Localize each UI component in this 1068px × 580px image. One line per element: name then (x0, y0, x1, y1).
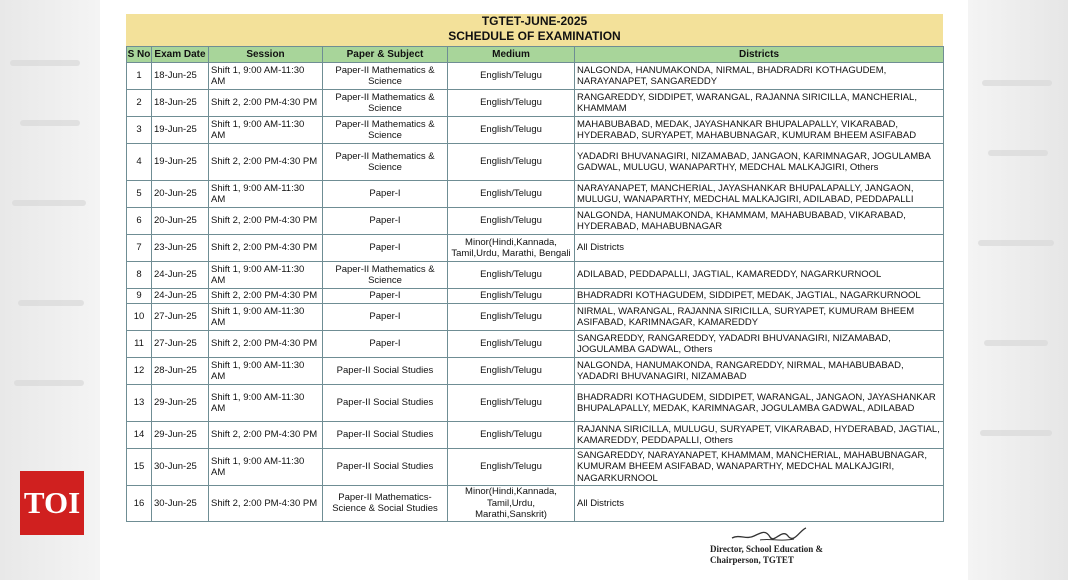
title-banner (126, 14, 943, 46)
schedule-table (126, 46, 944, 522)
cell-districts: YADADRI BHUVANAGIRI, NIZAMABAD, JANGAON, KARIMNAGAR, JOGULAMBA GADWAL, MULUGU, WANAPARTHY, MEDCHAL MALKAJGIRI, Others (575, 144, 944, 181)
cell-paper-subject: Paper-II Mathematics & Science (323, 144, 448, 181)
blur-line (978, 240, 1054, 246)
cell-session: Shift 1, 9:00 AM-11:30 AM (209, 117, 323, 144)
blur-line (18, 300, 84, 306)
cell-medium: English/Telugu (448, 117, 575, 144)
table-row (127, 235, 944, 262)
cell-session: Shift 1, 9:00 AM-11:30 AM (209, 262, 323, 289)
header-sno: S No (127, 47, 152, 63)
table-row (127, 289, 944, 304)
cell-session: Shift 1, 9:00 AM-11:30 AM (209, 385, 323, 422)
cell-exam-date: 30-Jun-25 (152, 486, 209, 522)
header-districts: Districts (575, 47, 944, 63)
cell-districts: NALGONDA, HANUMAKONDA, NIRMAL, BHADRADRI KOTHAGUDEM, NARAYANAPET, SANGAREDDY (575, 63, 944, 90)
table-row (127, 262, 944, 289)
cell-paper-subject: Paper-II Social Studies (323, 449, 448, 486)
cell-medium: English/Telugu (448, 181, 575, 208)
cell-districts: SANGAREDDY, RANGAREDDY, YADADRI BHUVANAGIRI, NIZAMABAD, JOGULAMBA GADWAL, Others (575, 331, 944, 358)
cell-paper-subject: Paper-I (323, 289, 448, 304)
cell-medium: English/Telugu (448, 262, 575, 289)
cell-paper-subject: Paper-I (323, 208, 448, 235)
signature-scribble-icon (730, 524, 810, 546)
cell-medium: English/Telugu (448, 304, 575, 331)
cell-medium: English/Telugu (448, 422, 575, 449)
cell-exam-date: 30-Jun-25 (152, 449, 209, 486)
cell-paper-subject: Paper-II Social Studies (323, 358, 448, 385)
cell-medium: English/Telugu (448, 289, 575, 304)
cell-districts: BHADRADRI KOTHAGUDEM, SIDDIPET, MEDAK, JAGTIAL, NAGARKURNOOL (575, 289, 944, 304)
cell-districts: All Districts (575, 235, 944, 262)
cell-session: Shift 2, 2:00 PM-4:30 PM (209, 235, 323, 262)
cell-session: Shift 1, 9:00 AM-11:30 AM (209, 63, 323, 90)
cell-session: Shift 2, 2:00 PM-4:30 PM (209, 422, 323, 449)
blur-line (980, 430, 1052, 436)
cell-exam-date: 27-Jun-25 (152, 331, 209, 358)
cell-paper-subject: Paper-I (323, 235, 448, 262)
blur-line (988, 150, 1048, 156)
cell-sno: 14 (127, 422, 152, 449)
table-row (127, 181, 944, 208)
cell-medium: Minor(Hindi,Kannada, Tamil,Urdu, Marathi,Sanskrit) (448, 486, 575, 522)
blur-line (982, 80, 1052, 86)
table-row (127, 144, 944, 181)
table-row (127, 63, 944, 90)
table-row (127, 208, 944, 235)
cell-sno: 11 (127, 331, 152, 358)
cell-exam-date: 23-Jun-25 (152, 235, 209, 262)
cell-sno: 10 (127, 304, 152, 331)
cell-exam-date: 29-Jun-25 (152, 385, 209, 422)
cell-exam-date: 29-Jun-25 (152, 422, 209, 449)
blur-line (984, 340, 1048, 346)
cell-sno: 13 (127, 385, 152, 422)
blur-line (10, 60, 80, 66)
cell-exam-date: 20-Jun-25 (152, 208, 209, 235)
table-row (127, 486, 944, 522)
cell-exam-date: 27-Jun-25 (152, 304, 209, 331)
table-row (127, 449, 944, 486)
cell-sno: 5 (127, 181, 152, 208)
cell-districts: SANGAREDDY, NARAYANAPET, KHAMMAM, MANCHERIAL, MAHABUBNAGAR, KUMURAM BHEEM ASIFABAD, WANAPARTHY, MEDCHAL MALKAJGIRI, NAGARKURNOOL (575, 449, 944, 486)
cell-medium: English/Telugu (448, 331, 575, 358)
cell-paper-subject: Paper-II Mathematics & Science (323, 262, 448, 289)
cell-districts: All Districts (575, 486, 944, 522)
schedule-document (100, 0, 968, 580)
cell-medium: English/Telugu (448, 385, 575, 422)
cell-medium: English/Telugu (448, 63, 575, 90)
signature-block (710, 528, 850, 566)
cell-sno: 15 (127, 449, 152, 486)
cell-session: Shift 1, 9:00 AM-11:30 AM (209, 449, 323, 486)
blur-line (12, 200, 86, 206)
signature-line-2: Chairperson, TGTET (710, 555, 794, 565)
table-row (127, 358, 944, 385)
header-exam-date: Exam Date (152, 47, 209, 63)
header-medium: Medium (448, 47, 575, 63)
signature-line-1: Director, School Education & (710, 544, 824, 554)
cell-exam-date: 19-Jun-25 (152, 117, 209, 144)
toi-logo: TOI (20, 471, 84, 535)
cell-districts: RANGAREDDY, SIDDIPET, WARANGAL, RAJANNA SIRICILLA, MANCHERIAL, KHAMMAM (575, 90, 944, 117)
cell-sno: 3 (127, 117, 152, 144)
table-row (127, 304, 944, 331)
cell-medium: English/Telugu (448, 144, 575, 181)
table-body (127, 63, 944, 522)
cell-session: Shift 2, 2:00 PM-4:30 PM (209, 331, 323, 358)
cell-exam-date: 18-Jun-25 (152, 63, 209, 90)
cell-paper-subject: Paper-II Mathematics- Science & Social Studies (323, 486, 448, 522)
cell-medium: Minor(Hindi,Kannada, Tamil,Urdu, Marathi, Bengali (448, 235, 575, 262)
blur-line (20, 120, 80, 126)
cell-sno: 12 (127, 358, 152, 385)
cell-session: Shift 1, 9:00 AM-11:30 AM (209, 358, 323, 385)
cell-districts: NALGONDA, HANUMAKONDA, KHAMMAM, MAHABUBABAD, VIKARABAD, HYDERABAD, MAHABUBNAGAR (575, 208, 944, 235)
cell-exam-date: 18-Jun-25 (152, 90, 209, 117)
table-row (127, 385, 944, 422)
cell-session: Shift 2, 2:00 PM-4:30 PM (209, 208, 323, 235)
cell-districts: ADILABAD, PEDDAPALLI, JAGTIAL, KAMAREDDY, NAGARKURNOOL (575, 262, 944, 289)
cell-session: Shift 2, 2:00 PM-4:30 PM (209, 486, 323, 522)
cell-medium: English/Telugu (448, 90, 575, 117)
cell-districts: RAJANNA SIRICILLA, MULUGU, SURYAPET, VIKARABAD, HYDERABAD, JAGTIAL, KAMAREDDY, PEDDAPALLI, Others (575, 422, 944, 449)
cell-districts: NIRMAL, WARANGAL, RAJANNA SIRICILLA, SURYAPET, KUMURAM BHEEM ASIFABAD, KARIMNAGAR, KAMAREDDY (575, 304, 944, 331)
header-paper-subject: Paper & Subject (323, 47, 448, 63)
cell-medium: English/Telugu (448, 358, 575, 385)
blurred-background-right (968, 0, 1068, 580)
cell-paper-subject: Paper-II Social Studies (323, 385, 448, 422)
cell-exam-date: 24-Jun-25 (152, 262, 209, 289)
cell-sno: 1 (127, 63, 152, 90)
cell-districts: NARAYANAPET, MANCHERIAL, JAYASHANKAR BHUPALAPALLY, JANGAON, MULUGU, WANAPARTHY, MEDCHAL MALKAJGIRI, ADILABAD, PEDDAPALLI (575, 181, 944, 208)
blur-line (14, 380, 84, 386)
cell-sno: 9 (127, 289, 152, 304)
title-line-2: SCHEDULE OF EXAMINATION (448, 29, 621, 43)
table-row (127, 90, 944, 117)
cell-paper-subject: Paper-II Mathematics & Science (323, 63, 448, 90)
cell-paper-subject: Paper-I (323, 331, 448, 358)
table-header-row (127, 47, 944, 63)
table-row (127, 331, 944, 358)
cell-sno: 4 (127, 144, 152, 181)
cell-paper-subject: Paper-II Mathematics & Science (323, 117, 448, 144)
cell-sno: 7 (127, 235, 152, 262)
cell-districts: BHADRADRI KOTHAGUDEM, SIDDIPET, WARANGAL, JANGAON, JAYASHANKAR BHUPALAPALLY, MEDAK, KARIMNAGAR, JOGULAMBA GADWAL, ADILABAD (575, 385, 944, 422)
cell-session: Shift 2, 2:00 PM-4:30 PM (209, 144, 323, 181)
cell-session: Shift 1, 9:00 AM-11:30 AM (209, 181, 323, 208)
cell-districts: MAHABUBABAD, MEDAK, JAYASHANKAR BHUPALAPALLY, VIKARABAD, HYDERABAD, SURYAPET, MAHABUBNAGAR, KUMURAM BHEEM ASIFABAD (575, 117, 944, 144)
cell-exam-date: 19-Jun-25 (152, 144, 209, 181)
title-line-1: TGTET-JUNE-2025 (481, 14, 588, 28)
cell-paper-subject: Paper-II Social Studies (323, 422, 448, 449)
cell-sno: 8 (127, 262, 152, 289)
table-row (127, 422, 944, 449)
cell-exam-date: 20-Jun-25 (152, 181, 209, 208)
table-row (127, 117, 944, 144)
cell-paper-subject: Paper-I (323, 304, 448, 331)
cell-exam-date: 28-Jun-25 (152, 358, 209, 385)
cell-exam-date: 24-Jun-25 (152, 289, 209, 304)
cell-medium: English/Telugu (448, 449, 575, 486)
header-session: Session (209, 47, 323, 63)
cell-session: Shift 2, 2:00 PM-4:30 PM (209, 90, 323, 117)
cell-paper-subject: Paper-I (323, 181, 448, 208)
cell-sno: 6 (127, 208, 152, 235)
cell-sno: 2 (127, 90, 152, 117)
cell-session: Shift 1, 9:00 AM-11:30 AM (209, 304, 323, 331)
cell-medium: English/Telugu (448, 208, 575, 235)
cell-session: Shift 2, 2:00 PM-4:30 PM (209, 289, 323, 304)
cell-sno: 16 (127, 486, 152, 522)
cell-districts: NALGONDA, HANUMAKONDA, RANGAREDDY, NIRMAL, MAHABUBABAD, YADADRI BHUVANAGIRI, NIZAMABAD (575, 358, 944, 385)
cell-paper-subject: Paper-II Mathematics & Science (323, 90, 448, 117)
